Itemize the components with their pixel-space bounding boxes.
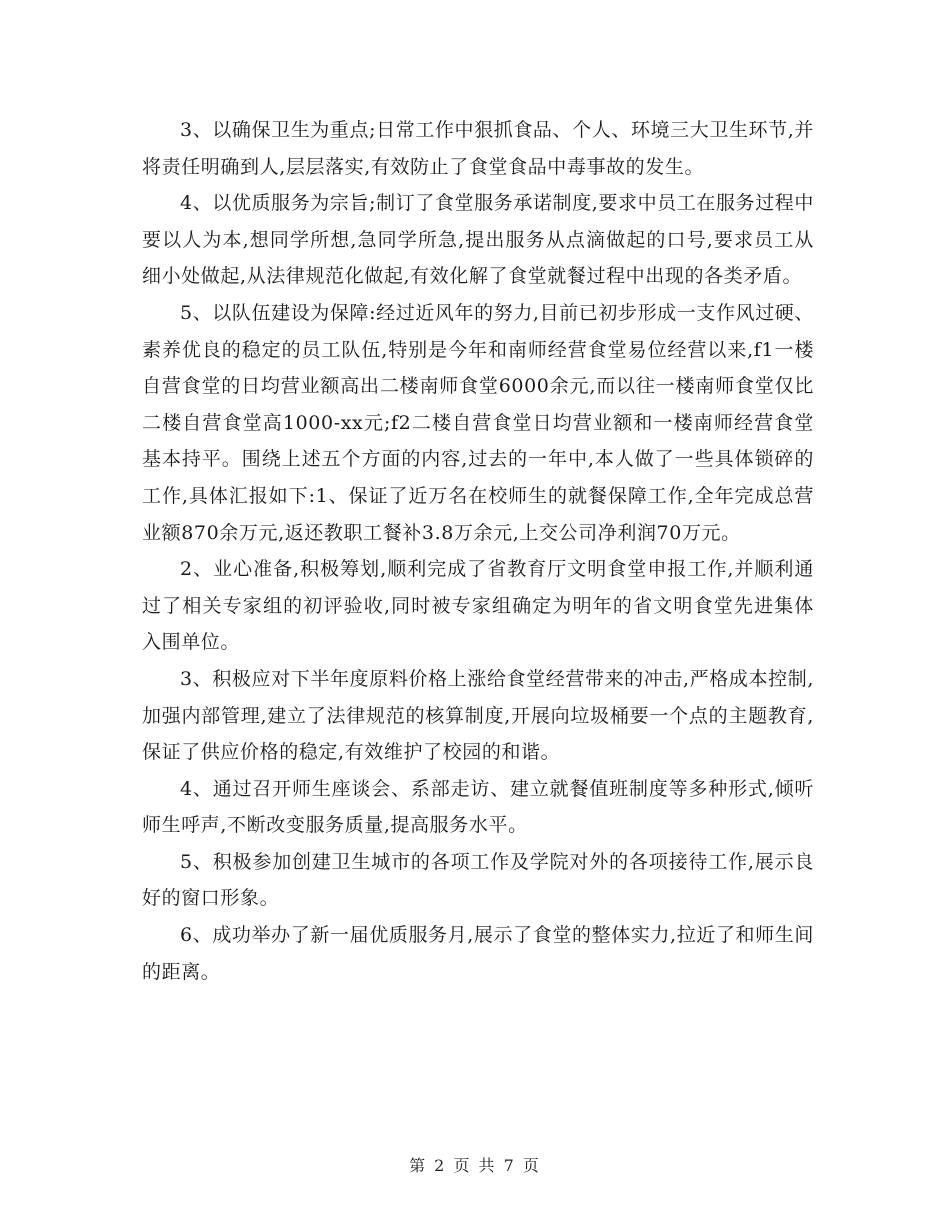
page-footer: 第 2 页 共 7 页 [409,1156,541,1175]
paragraph-7: 5、积极参加创建卫生城市的各项工作及学院对外的各项接待工作,展示良好的窗口形象。 [142,850,814,910]
paragraph-3: 5、以队伍建设为保障:经过近风年的努力,目前已初步形成一支作风过硬、素养优良的稳定的员工队伍,特别是今年和南师经营食堂易位经营以来,f1一楼自营食堂的日均营业额高出二楼南师食堂6000余元,而以往一楼南师食堂仅比二楼自营食堂高1000-xx元;f2二楼自营食堂日均营业额和一楼南师经营食堂基本持平。围绕上述五个方面的内容,过去的一年中,本人做了一些具体锁碎的工作,具体汇报如下:1、保证了近万名在校师生的就餐保障工作,全年完成总营业额870余万元,返还教职工餐补3.8万余元,上交公司净利润70万元。 [142,301,814,544]
paragraph-4: 2、业心准备,积极筹划,顺利完成了省教育厅文明食堂申报工作,并顺利通过了相关专家组的初评验收,同时被专家组确定为明年的省文明食堂先进集体入围单位。 [142,558,814,654]
document-body [142,112,814,990]
paragraph-8: 6、成功举办了新一届优质服务月,展示了食堂的整体实力,拉近了和师生间的距离。 [142,924,814,983]
paragraph-6: 4、通过召开师生座谈会、系部走访、建立就餐值班制度等多种形式,倾听师生呼声,不断改变服务质量,提高服务水平。 [142,777,814,837]
paragraph-5: 3、积极应对下半年度原料价格上涨给食堂经营带来的冲击,严格成本控制,加强内部管理,建立了法律规范的核算制度,开展向垃圾桶要一个点的主题教育,保证了供应价格的稳定,有效维护了校园的和谐。 [142,667,814,764]
paragraph-2: 4、以优质服务为宗旨;制订了食堂服务承诺制度,要求中员工在服务过程中要以人为本,想同学所想,急同学所急,提出服务从点滴做起的口号,要求员工从细小处做起,从法律规范化做起,有效化解了食堂就餐过程中出现的各类矛盾。 [142,192,814,288]
paragraph-1: 3、以确保卫生为重点;日常工作中狠抓食品、个人、环境三大卫生环节,并将责任明确到人,层层落实,有效防止了食堂食品中毒事故的发生。 [142,119,814,178]
